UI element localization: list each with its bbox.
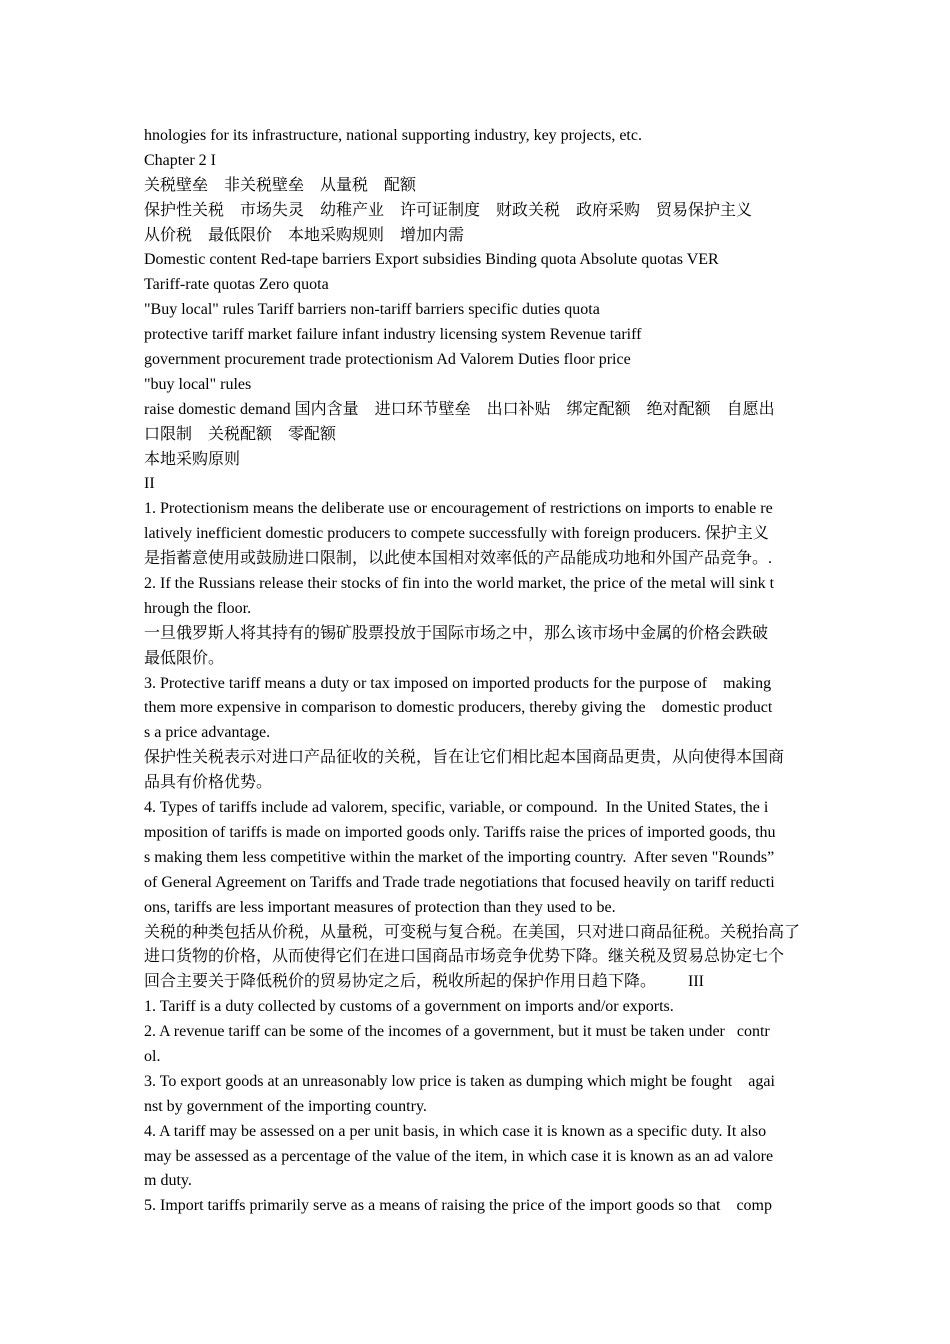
text-line: 口限制 关税配额 零配额: [144, 425, 337, 443]
text-line: may be assessed as a percentage of the value of the item, in which case it is known as an ad valore: [144, 1147, 774, 1165]
text-line: 3. To export goods at an unreasonably low price is taken as dumping which might be fought agai: [144, 1072, 775, 1090]
text-line: "Buy local" rules Tariff barriers non-tariff barriers specific duties quota: [144, 301, 600, 319]
text-line: 关税的种类包括从价税，从量税，可变税与复合税。在美国，只对进口商品征税。关税抬高了: [144, 923, 801, 941]
text-line: 5. Import tariffs primarily serve as a means of raising the price of the import goods so that comp: [144, 1197, 772, 1215]
text-line: 是指蓄意使用或鼓励进口限制，以此使本国相对效率低的产品能成功地和外国产品竞争。.: [144, 550, 773, 568]
text-line: raise domestic demand 国内含量 进口环节壁垒 出口补贴 绑定配额 绝对配额 自愿出: [144, 400, 775, 418]
text-line: 1. Protectionism means the deliberate use or encouragement of restrictions on imports to enable re: [144, 500, 773, 518]
text-line: latively inefficient domestic producers to compete successfully with foreign producers. 保护主义: [144, 525, 769, 543]
text-line: 一旦俄罗斯人将其持有的锡矿股票投放于国际市场之中，那么该市场中金属的价格会跌破: [144, 624, 769, 642]
text-line: 1. Tariff is a duty collected by customs of a government on imports and/or exports.: [144, 998, 674, 1016]
text-line: nst by government of the importing country.: [144, 1097, 427, 1115]
text-line: "buy local" rules: [144, 375, 252, 393]
text-line: 进口货物的价格，从而使得它们在进口国商品市场竞争优势下降。继关税及贸易总协定七个: [144, 948, 785, 966]
document-page: [144, 124, 808, 1219]
text-line: 品具有价格优势。: [144, 774, 273, 792]
text-line: protective tariff market failure infant industry licensing system Revenue tariff: [144, 326, 642, 344]
text-line: 回合主要关于降低税价的贸易协定之后，税收所起的保护作用日趋下降。 III: [144, 973, 704, 991]
text-line: 从价税 最低限价 本地采购规则 增加内需: [144, 226, 465, 244]
text-line: m duty.: [144, 1172, 192, 1190]
text-line: ol.: [144, 1047, 161, 1065]
text-line: 2. A revenue tariff can be some of the incomes of a government, but it must be taken under contr: [144, 1023, 770, 1041]
text-line: ons, tariffs are less important measures of protection than they used to be.: [144, 898, 616, 916]
text-line: Tariff-rate quotas Zero quota: [144, 276, 329, 294]
text-line: Domestic content Red-tape barriers Export subsidies Binding quota Absolute quotas VER: [144, 251, 719, 269]
text-line: 4. A tariff may be assessed on a per unit basis, in which case it is known as a specific duty. It also: [144, 1122, 767, 1140]
text-line: government procurement trade protectionism Ad Valorem Duties floor price: [144, 351, 631, 369]
text-line: them more expensive in comparison to domestic producers, thereby giving the domestic product: [144, 699, 773, 717]
text-line: hnologies for its infrastructure, national supporting industry, key projects, etc.: [144, 127, 642, 144]
text-line: 3. Protective tariff means a duty or tax imposed on imported products for the purpose of making: [144, 674, 772, 692]
text-line: 保护性关税表示对进口产品征收的关税，旨在让它们相比起本国商品更贵，从向使得本国商: [144, 749, 785, 767]
text-line: 本地采购原则: [144, 450, 241, 468]
text-line: s a price advantage.: [144, 724, 271, 742]
text-line: s making them less competitive within the market of the importing country. After seven "Rounds”: [144, 848, 775, 866]
text-line: hrough the floor.: [144, 599, 252, 617]
text-line: 关税壁垒 非关税壁垒 从量税 配额: [144, 176, 417, 194]
text-line: 2. If the Russians release their stocks of fin into the world market, the price of the metal will sink t: [144, 575, 775, 593]
text-line: of General Agreement on Tariffs and Trade trade negotiations that focused heavily on tariff reducti: [144, 873, 775, 891]
section-heading: II: [144, 475, 155, 493]
text-line: 最低限价。: [144, 649, 225, 667]
text-line: 4. Types of tariffs include ad valorem, specific, variable, or compound. In the United States, the i: [144, 799, 769, 817]
text-line: mposition of tariffs is made on imported goods only. Tariffs raise the prices of imported goods, thu: [144, 823, 776, 841]
chapter-heading: Chapter 2 I: [144, 151, 216, 169]
text-line: 保护性关税 市场失灵 幼稚产业 许可证制度 财政关税 政府采购 贸易保护主义: [144, 201, 753, 219]
